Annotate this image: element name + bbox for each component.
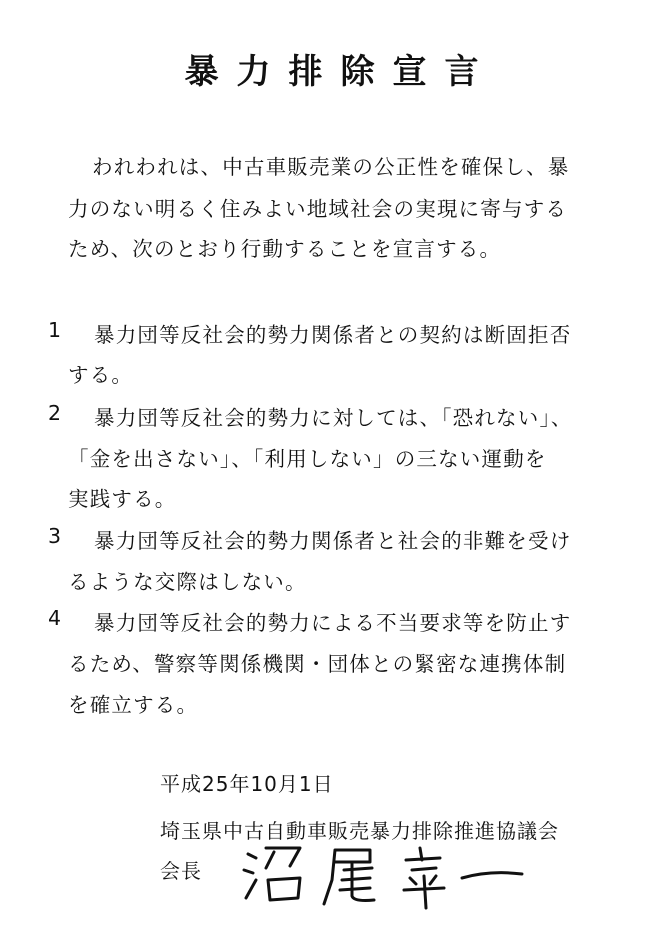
item-1-line-1: 暴力団等反社会的勢力関係者との契約は断固拒否 (94, 323, 572, 347)
intro-line-1: われわれは、中古車販売業の公正性を確保し、暴 (92, 155, 570, 179)
item-4-line-2: るため、警察等関係機関・団体との緊密な連携体制 (68, 652, 567, 676)
item-3-line-2: るような交際はしない。 (68, 570, 307, 594)
item-4-line-3: を確立する。 (68, 693, 199, 717)
item-number-4: 4 (48, 606, 62, 630)
item-3-line-1: 暴力団等反社会的勢力関係者と社会的非難を受け (94, 529, 572, 553)
page-title: 暴力排除宣言 (184, 52, 497, 92)
handwritten-signature (240, 840, 530, 910)
item-number-2: 2 (48, 401, 62, 425)
item-number-1: 1 (48, 318, 62, 342)
item-4-line-1: 暴力団等反社会的勢力による不当要求等を防止す (94, 611, 572, 635)
item-2-line-1: 暴力団等反社会的勢力に対しては、「恐れない」、 (94, 406, 573, 430)
intro-line-2: 力のない明るく住みよい地域社会の実現に寄与する (68, 197, 568, 221)
item-1-line-2: する。 (68, 363, 134, 387)
signer-role: 会長 (160, 859, 202, 883)
item-2-line-2: 「金を出さない」、「利用しない」の三ない運動を (68, 447, 547, 471)
organization-name: 埼玉県中古自動車販売暴力排除推進協議会 (160, 819, 559, 843)
intro-line-3: ため、次のとおり行動することを宣言する。 (68, 237, 502, 261)
item-2-line-3: 実践する。 (68, 487, 177, 511)
declaration-date: 平成25年10月1日 (160, 772, 334, 796)
item-number-3: 3 (48, 524, 62, 548)
